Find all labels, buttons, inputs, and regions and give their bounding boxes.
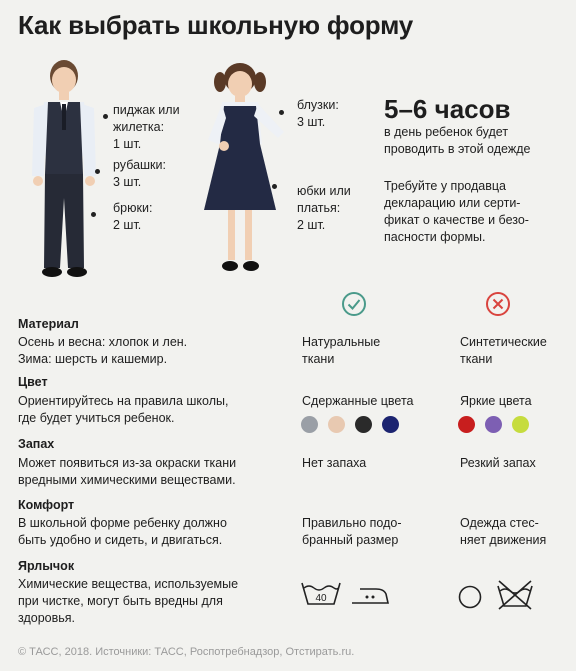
hours-value: 5–6 часов: [384, 94, 511, 124]
good-color-swatch-1: [301, 416, 318, 433]
circle-dryclean-icon: [458, 585, 482, 609]
bad-material: Синтетические ткани: [460, 335, 547, 366]
section-text-smell: Может появиться из-за окраски ткани вредными химическими веществами.: [18, 456, 237, 487]
callout-dot: [272, 184, 277, 189]
section-text-color: Ориентируйтесь на правила школы, где будет учиться ребенок.: [18, 394, 229, 425]
section-title-color: Цвет: [18, 375, 48, 389]
good-color-swatch-3: [355, 416, 372, 433]
good-color-swatch-2: [328, 416, 345, 433]
callout-dot: [91, 212, 96, 217]
section-title-comfort: Комфорт: [18, 498, 75, 512]
good-color-swatches: [301, 416, 399, 433]
section-title-smell: Запах: [18, 437, 55, 451]
jacket-label: пиджак или жилетка: 1 шт.: [113, 103, 180, 151]
section-text-comfort: В школьной форме ребенку должно быть удобно и сидеть, и двигаться.: [18, 516, 227, 547]
good-comfort: Правильно подо- бранный размер: [302, 516, 402, 547]
check-circle-icon: [341, 291, 367, 317]
hours-note: в день ребенок будет проводить в этой одежде: [384, 125, 531, 156]
boy-illustration: [22, 58, 106, 280]
bad-color-swatches: [458, 416, 529, 433]
page-title: Как выбрать школьную форму: [18, 10, 414, 40]
good-material: Натуральные ткани: [302, 335, 381, 366]
callout-dot: [95, 169, 100, 174]
svg-text:40: 40: [315, 593, 327, 604]
bad-comfort: Одежда стес- няет движения: [460, 516, 547, 547]
iron-low-icon: [350, 585, 390, 605]
blouses-label: блузки: 3 шт.: [297, 98, 339, 129]
section-text-material: Осень и весна: хлопок и лен. Зима: шерсть и кашемир.: [18, 335, 188, 366]
bad-color-swatch-2: [485, 416, 502, 433]
bad-color-swatch-3: [512, 416, 529, 433]
bad-color: Яркие цвета: [460, 394, 532, 408]
callout-dot: [103, 114, 108, 119]
footer-credits: © ТАСС, 2018. Источники: ТАСС, Роспотребнадзор, Отстирать.ru.: [18, 646, 355, 658]
callout-dot: [279, 110, 284, 115]
good-color-swatch-4: [382, 416, 399, 433]
good-color: Сдержанные цвета: [302, 394, 414, 408]
advice-text: Требуйте у продавца декларацию или серти- фикат о качестве и безо- пасности формы.: [384, 179, 529, 244]
cross-circle-icon: [485, 291, 511, 317]
section-text-label: Химические вещества, используемые при чистке, могут быть вредны для здоровья.: [18, 577, 239, 625]
bad-smell: Резкий запах: [460, 456, 536, 470]
wash-40-icon: [300, 580, 342, 606]
girl-illustration: [190, 60, 290, 280]
skirts-label: юбки или платья: 2 шт.: [297, 184, 351, 232]
section-title-label: Ярлычок: [18, 559, 75, 573]
shirts-label: рубашки: 3 шт.: [113, 158, 166, 189]
section-title-material: Материал: [18, 317, 79, 331]
trousers-label: брюки: 2 шт.: [113, 201, 153, 232]
good-smell: Нет запаха: [302, 456, 367, 470]
bad-color-swatch-1: [458, 416, 475, 433]
no-wash-icon: [495, 578, 535, 610]
